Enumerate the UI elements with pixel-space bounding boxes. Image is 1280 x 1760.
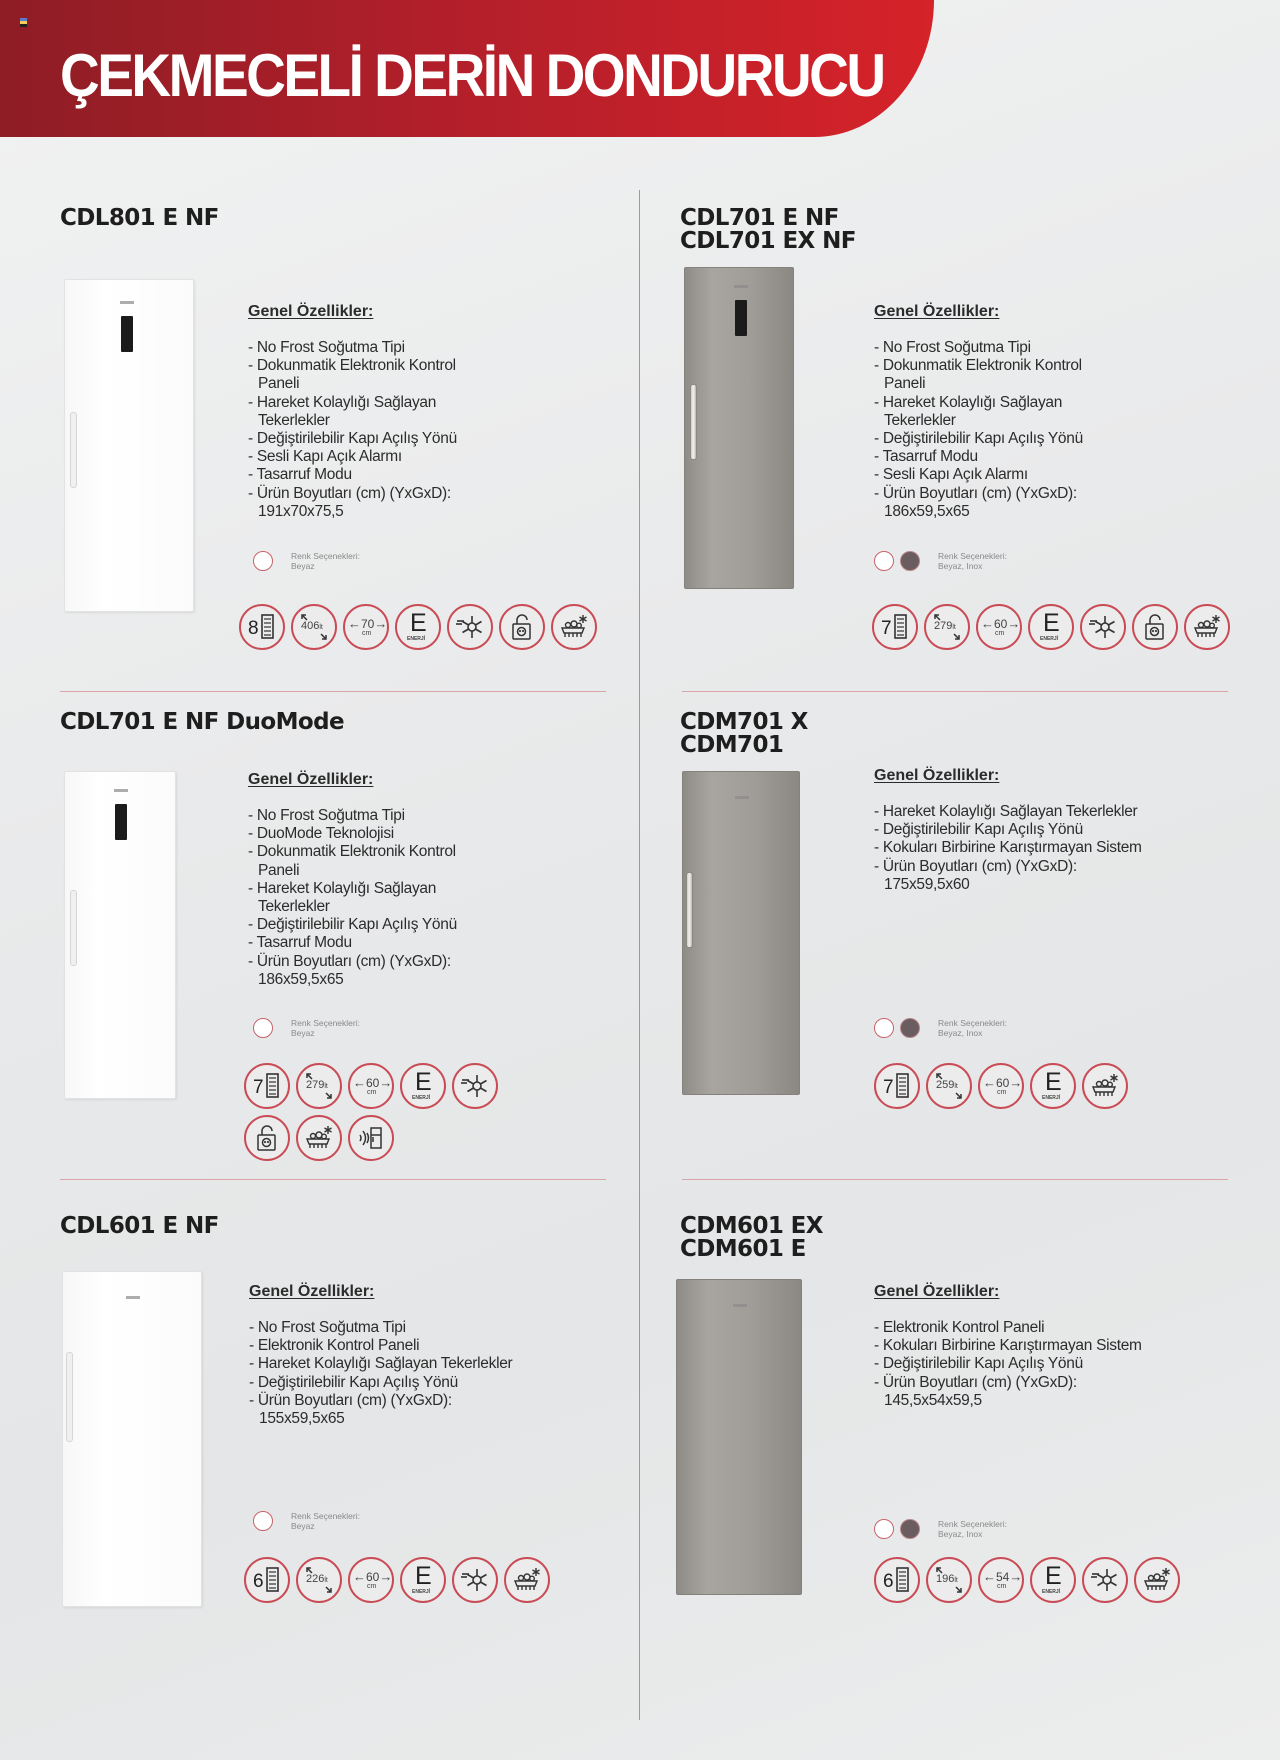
drawer-count-icon: 6 — [874, 1557, 920, 1603]
product-model-name: CDL801 E NF — [60, 205, 219, 231]
spec-list — [248, 771, 457, 989]
feature-icons — [874, 1557, 1274, 1609]
feature-icons — [872, 604, 1272, 656]
color-options-label: Renk Seçenekleri: Beyaz, Inox — [938, 1018, 1007, 1038]
net-volume-icon: 279lt — [296, 1063, 342, 1109]
net-volume-icon: 196lt — [926, 1557, 972, 1603]
color-options-label: Renk Seçenekleri: Beyaz — [291, 1018, 360, 1038]
spec-item: - Ürün Boyutları (cm) (YxGxD): 155x59,5x65 — [249, 1391, 452, 1428]
spec-item: - Ürün Boyutları (cm) (YxGxD): 186x59,5x65 — [874, 484, 1077, 520]
feature-icons — [874, 1063, 1274, 1115]
color-options-label: Renk Seçenekleri: Beyaz — [291, 1511, 360, 1531]
specs-heading: Genel Özellikler: — [249, 1283, 375, 1300]
brand-logo — [735, 796, 749, 799]
spec-item: - Değiştirilebilir Kapı Açılış Yönü — [874, 430, 1083, 448]
net-volume-icon: 226lt — [296, 1557, 342, 1603]
door-handle — [686, 872, 693, 948]
specs-heading: Genel Özellikler: — [874, 767, 1000, 784]
spec-item: - Ürün Boyutları (cm) (YxGxD): 145,5x54x59,5 — [874, 1373, 1077, 1409]
product-card-cdl701 — [680, 207, 1240, 677]
energy-class-icon: E ENERJİ — [395, 604, 441, 650]
header-banner — [0, 0, 934, 137]
color-options — [874, 1519, 1007, 1539]
spec-item: - Değiştirilebilir Kapı Açılış Yönü — [874, 1355, 1083, 1373]
door-handle — [66, 1352, 73, 1442]
energy-class-icon: E ENERJİ — [1030, 1063, 1076, 1109]
control-display — [121, 316, 133, 352]
color-swatch-white[interactable] — [874, 1018, 894, 1038]
spec-item: - Hareket Kolaylığı Sağlayan Tekerlekler — [248, 879, 437, 916]
color-options-label: Renk Seçenekleri: Beyaz, Inox — [938, 551, 1007, 571]
specs-heading: Genel Özellikler: — [874, 303, 1000, 320]
no-frost-snowflake-icon — [1082, 1557, 1128, 1603]
no-frost-snowflake-icon — [1080, 604, 1126, 650]
spec-list — [874, 303, 1083, 521]
door-handle — [690, 384, 697, 460]
color-swatch-white[interactable] — [253, 551, 273, 571]
spec-item: - Tasarruf Modu — [874, 448, 978, 466]
door-open-alarm-icon — [1132, 604, 1178, 650]
drawer-count-icon: 8 — [239, 604, 285, 650]
spec-item: - Ürün Boyutları (cm) (YxGxD): 186x59,5x65 — [248, 952, 451, 988]
fast-freeze-icon — [296, 1115, 342, 1161]
door-handle — [70, 890, 77, 966]
product-image — [684, 267, 794, 589]
color-swatch-inox[interactable] — [900, 1519, 920, 1539]
row-divider — [60, 691, 606, 692]
product-model-name: CDL701 E NF DuoMode — [60, 709, 344, 735]
spec-item: - No Frost Soğutma Tipi — [248, 807, 405, 824]
color-options — [874, 1018, 1007, 1038]
door-open-alarm-icon — [244, 1115, 290, 1161]
spec-item: - Ürün Boyutları (cm) (YxGxD): 191x70x75,5 — [248, 484, 451, 520]
spec-item: - No Frost Soğutma Tipi — [249, 1319, 406, 1336]
color-swatch-inox[interactable] — [900, 551, 920, 571]
door-handle — [70, 412, 77, 488]
brand-logo — [733, 1304, 747, 1307]
color-swatch-white[interactable] — [874, 551, 894, 571]
specs-heading: Genel Özellikler: — [248, 303, 374, 320]
fast-freeze-icon — [1184, 604, 1230, 650]
page-title: ÇEKMECELİ DERİN DONDURUCU — [60, 41, 884, 110]
product-model-name: CDL701 E NF CDL701 EX NF — [680, 205, 856, 254]
product-model-name: CDL601 E NF — [60, 1213, 219, 1239]
spec-item: - Kokuları Birbirine Karıştırmayan Sistem — [874, 1337, 1142, 1355]
product-card-cdm601 — [680, 1215, 1240, 1685]
brand-logo — [120, 301, 134, 304]
door-open-alarm-icon — [499, 604, 545, 650]
control-display — [115, 804, 127, 840]
color-swatch-inox[interactable] — [900, 1018, 920, 1038]
spec-item: - Tasarruf Modu — [248, 934, 352, 952]
color-swatch-white[interactable] — [874, 1519, 894, 1539]
fast-freeze-icon — [551, 604, 597, 650]
duomode-sound-door-icon — [348, 1115, 394, 1161]
spec-item: - Değiştirilebilir Kapı Açılış Yönü — [248, 430, 457, 448]
spec-item: - Dokunmatik Elektronik Kontrol Paneli — [248, 357, 456, 393]
drawer-count-icon: 7 — [872, 604, 918, 650]
brand-logo — [114, 789, 128, 792]
spec-item: - No Frost Soğutma Tipi — [874, 339, 1031, 356]
spec-item: - Kokuları Birbirine Karıştırmayan Sistem — [874, 839, 1142, 857]
product-card-cdl801 — [60, 207, 620, 677]
net-volume-icon: 406lt — [291, 604, 337, 650]
feature-icons — [244, 1063, 504, 1167]
color-swatch-white[interactable] — [253, 1511, 273, 1531]
spec-list — [874, 767, 1142, 894]
brand-logo — [126, 1296, 140, 1299]
product-image — [62, 1271, 202, 1607]
spec-item: - Hareket Kolaylığı Sağlayan Tekerlekler — [249, 1355, 513, 1373]
width-cm-icon: ←60→ cm — [978, 1063, 1024, 1109]
width-cm-icon: ←60→ cm — [976, 604, 1022, 650]
spec-item: - Değiştirilebilir Kapı Açılış Yönü — [249, 1373, 458, 1391]
color-options — [253, 1018, 360, 1038]
spec-item: - Değiştirilebilir Kapı Açılış Yönü — [874, 821, 1083, 839]
spec-item: - DuoMode Teknolojisi — [248, 825, 394, 843]
width-cm-icon: ←70→ cm — [343, 604, 389, 650]
no-frost-snowflake-icon — [447, 604, 493, 650]
product-model-name: CDM601 EX CDM601 E — [680, 1213, 823, 1262]
spec-list — [874, 1283, 1142, 1410]
width-cm-icon: ←54→ cm — [978, 1557, 1024, 1603]
color-options — [253, 551, 360, 571]
spec-item: - Sesli Kapı Açık Alarmı — [874, 466, 1028, 484]
energy-class-icon: E ENERJİ — [400, 1063, 446, 1109]
spec-item: - Hareket Kolaylığı Sağlayan Tekerlekler — [248, 393, 437, 429]
net-volume-icon: 259lt — [926, 1063, 972, 1109]
spec-item: - Elektronik Kontrol Paneli — [874, 1319, 1045, 1336]
spec-list — [249, 1283, 512, 1428]
width-cm-icon: ←60→ cm — [348, 1557, 394, 1603]
product-card-cdl701-duomode — [60, 711, 620, 1181]
row-divider — [682, 691, 1228, 692]
brand-logo — [734, 285, 748, 288]
flag-icon — [20, 18, 27, 27]
product-image — [682, 771, 800, 1095]
specs-heading: Genel Özellikler: — [874, 1283, 1000, 1300]
feature-icons — [244, 1557, 644, 1609]
spec-item: - Sesli Kapı Açık Alarmı — [248, 448, 402, 466]
spec-item: - Ürün Boyutları (cm) (YxGxD): 175x59,5x60 — [874, 857, 1077, 893]
width-cm-icon: ←60→ cm — [348, 1063, 394, 1109]
product-card-cdm701 — [680, 711, 1240, 1181]
spec-item: - Hareket Kolaylığı Sağlayan Tekerlekler — [874, 393, 1063, 429]
spec-item: - Değiştirilebilir Kapı Açılış Yönü — [248, 916, 457, 934]
color-options-label: Renk Seçenekleri: Beyaz — [291, 551, 360, 571]
specs-heading: Genel Özellikler: — [248, 771, 374, 788]
spec-item: - Tasarruf Modu — [248, 466, 352, 484]
control-display — [735, 300, 747, 336]
drawer-count-icon: 6 — [244, 1557, 290, 1603]
energy-class-icon: E ENERJİ — [400, 1557, 446, 1603]
spec-list — [248, 303, 457, 521]
color-options-label: Renk Seçenekleri: Beyaz, Inox — [938, 1519, 1007, 1539]
no-frost-snowflake-icon — [452, 1557, 498, 1603]
drawer-count-icon: 7 — [874, 1063, 920, 1109]
spec-item: - Hareket Kolaylığı Sağlayan Tekerlekler — [874, 803, 1138, 820]
fast-freeze-icon — [504, 1557, 550, 1603]
net-volume-icon: 279lt — [924, 604, 970, 650]
color-options — [874, 551, 1007, 571]
spec-item: - Elektronik Kontrol Paneli — [249, 1337, 420, 1355]
spec-item: - Dokunmatik Elektronik Kontrol Paneli — [874, 357, 1082, 393]
no-frost-snowflake-icon — [452, 1063, 498, 1109]
energy-class-icon: E ENERJİ — [1030, 1557, 1076, 1603]
fast-freeze-icon — [1134, 1557, 1180, 1603]
product-image — [676, 1279, 802, 1595]
spec-item: - No Frost Soğutma Tipi — [248, 339, 405, 356]
color-swatch-white[interactable] — [253, 1018, 273, 1038]
product-image — [64, 279, 194, 612]
product-model-name: CDM701 X CDM701 — [680, 709, 808, 758]
spec-item: - Dokunmatik Elektronik Kontrol Paneli — [248, 843, 456, 879]
product-card-cdl601 — [60, 1215, 620, 1685]
product-image — [64, 771, 176, 1099]
feature-icons — [239, 604, 639, 656]
fast-freeze-icon — [1082, 1063, 1128, 1109]
energy-class-icon: E ENERJİ — [1028, 604, 1074, 650]
color-options — [253, 1511, 360, 1531]
column-divider — [639, 190, 640, 1720]
drawer-count-icon: 7 — [244, 1063, 290, 1109]
